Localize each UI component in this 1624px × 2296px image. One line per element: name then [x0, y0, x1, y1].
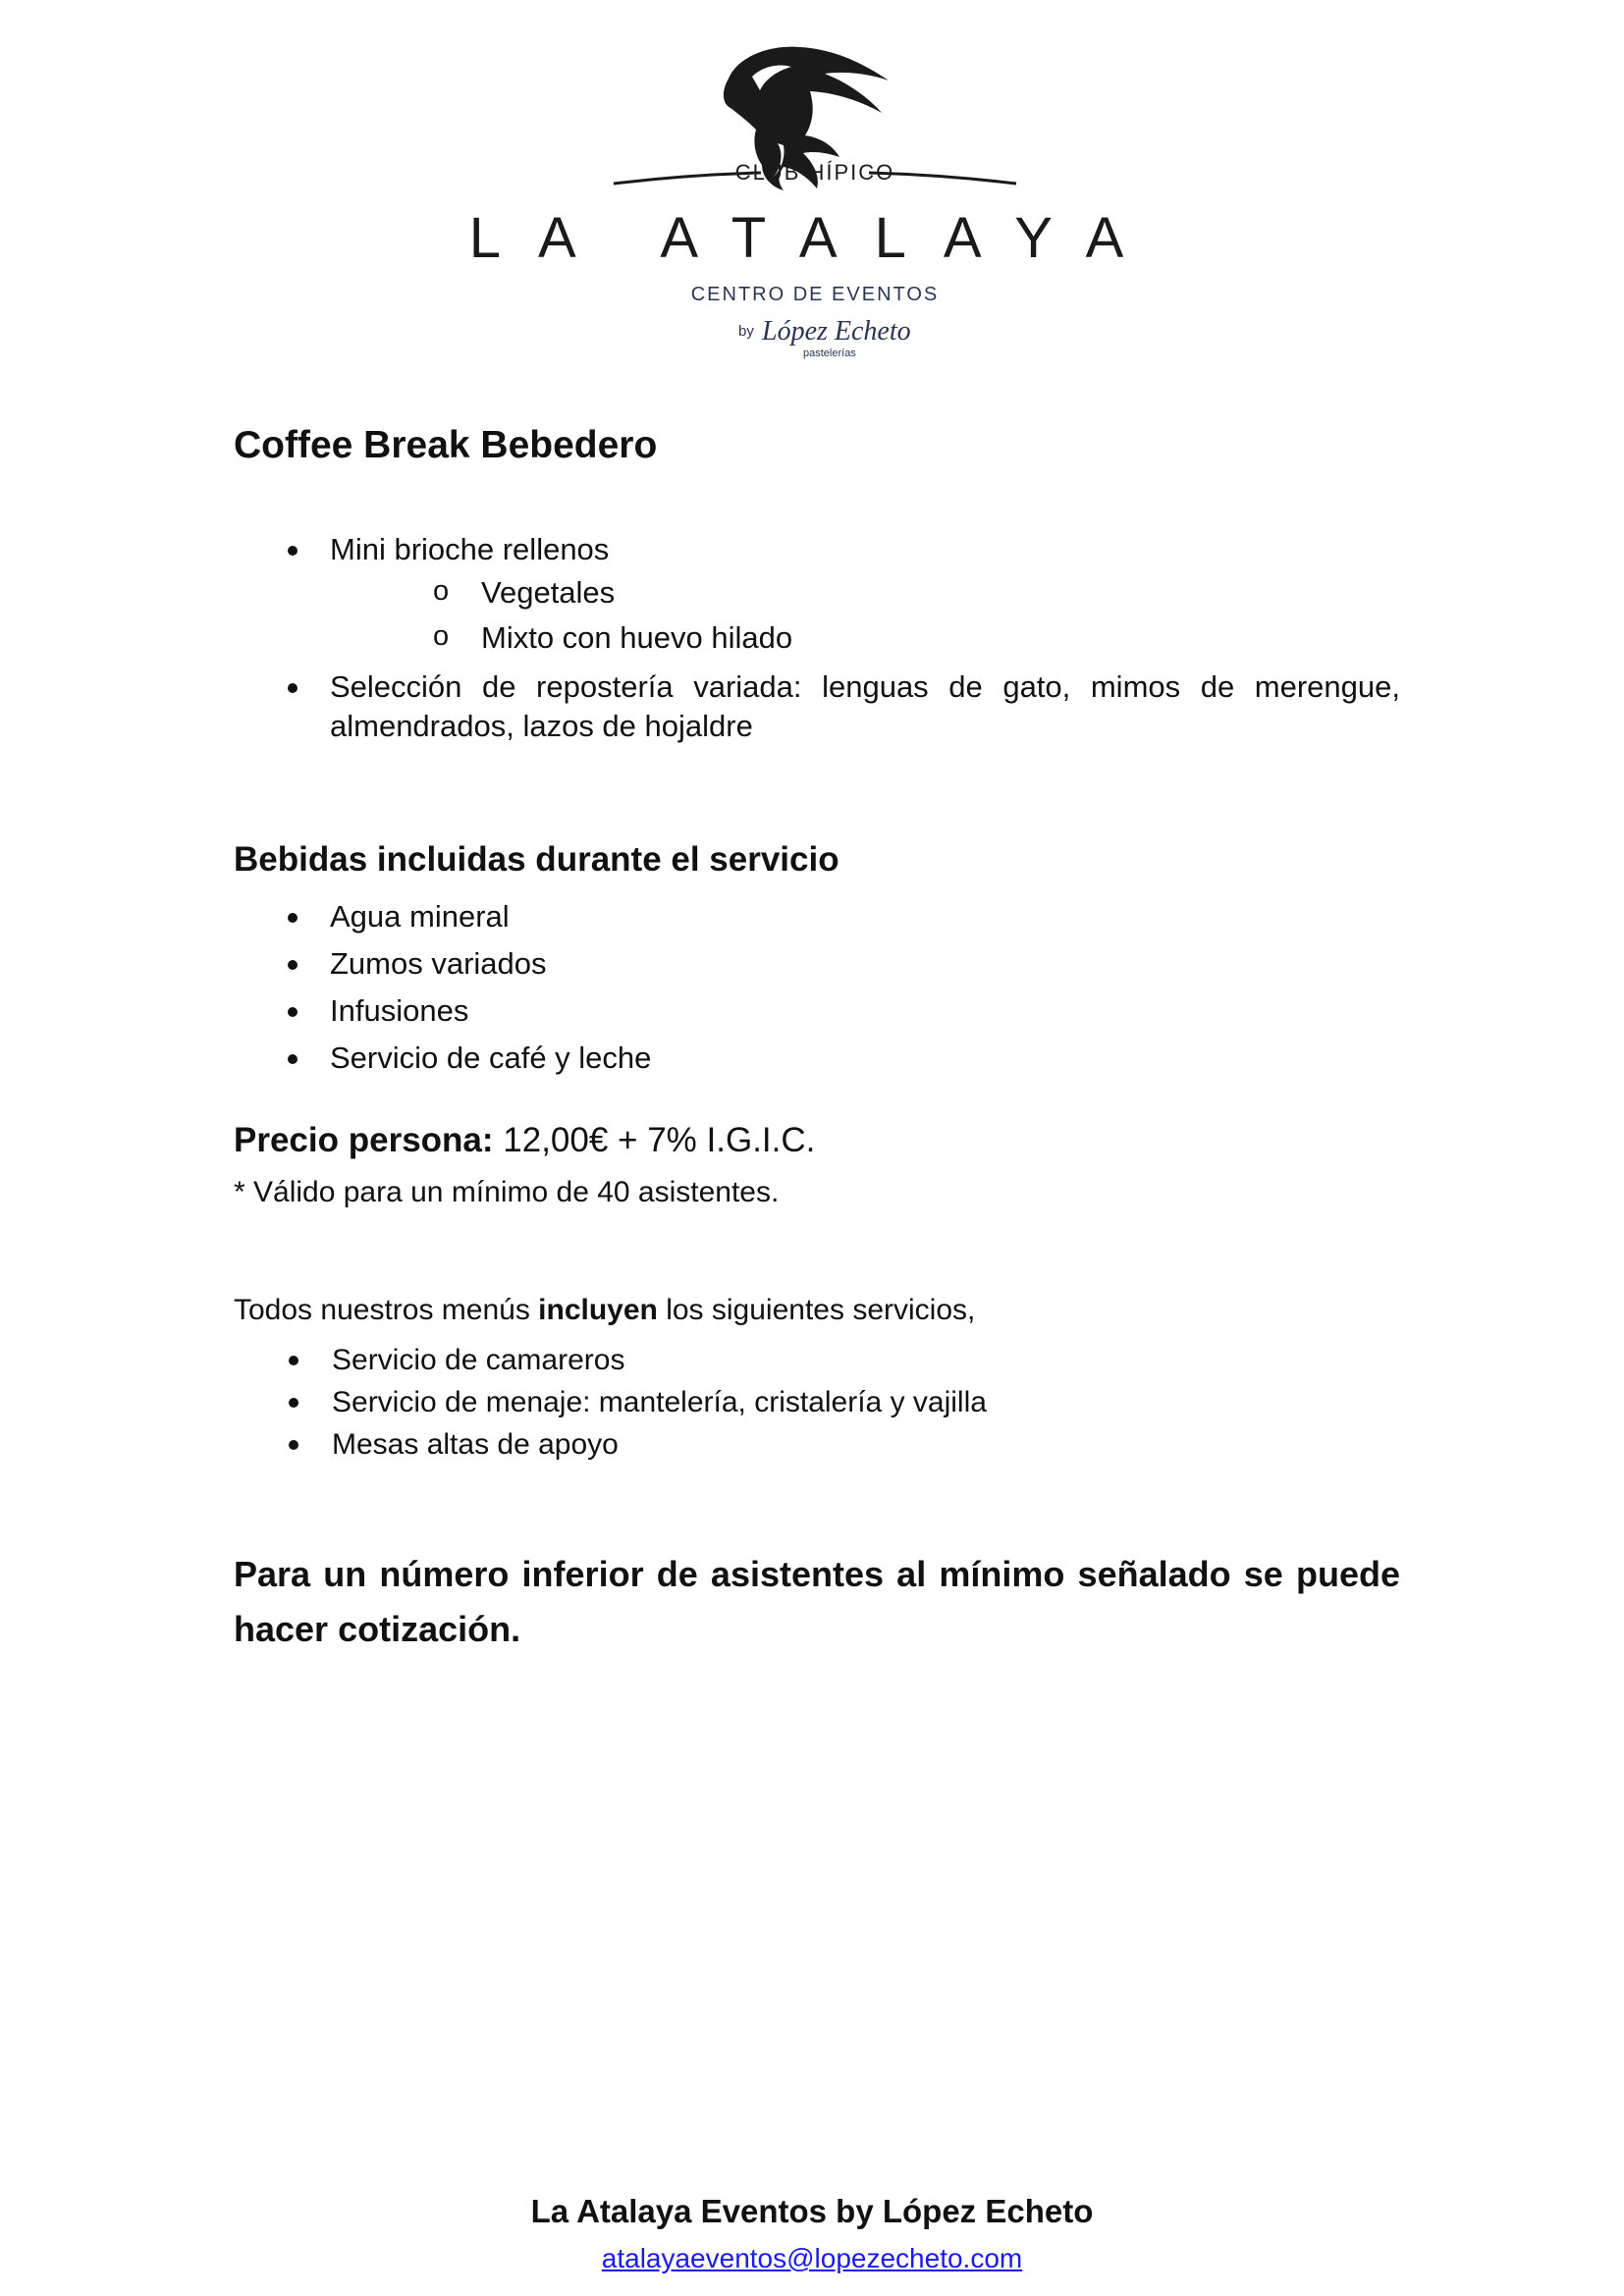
list-item — [234, 944, 1400, 984]
horse-logo-icon — [468, 20, 1162, 373]
bullet-icon — [289, 1356, 298, 1365]
bullet-icon — [288, 913, 298, 923]
service-item: Servicio de camareros — [332, 1344, 625, 1376]
drink-item: Zumos variados — [330, 946, 547, 981]
bullet-icon — [288, 546, 298, 556]
logo-brand-sub: pastelerías — [803, 347, 856, 359]
price-label: Precio persona: — [234, 1121, 494, 1159]
price-value: 12,00€ + 7% I.G.I.C. — [503, 1121, 816, 1159]
footer-company: La Atalaya Eventos by López Echeto — [530, 2193, 1094, 2229]
list-item — [234, 1339, 1400, 1381]
bullet-icon — [288, 683, 298, 693]
logo-centro: CENTRO DE EVENTOS — [690, 284, 940, 305]
circle-bullet-icon: o — [433, 575, 450, 607]
closing-statement: Para un número inferior de asistentes al mínimo señalado se puede hacer cotización. — [234, 1554, 1400, 1649]
bullet-icon — [289, 1440, 298, 1450]
logo-by: by — [738, 323, 754, 340]
sub-item-vegetales: Vegetales — [481, 575, 616, 610]
services-intro-pre: Todos nuestros menús — [234, 1294, 539, 1326]
drink-item: Infusiones — [330, 993, 469, 1028]
logo-club: CLUB HÍPICO — [734, 160, 895, 185]
bullet-icon — [289, 1398, 298, 1408]
circle-bullet-icon: o — [433, 620, 450, 652]
price-line — [234, 1121, 815, 1160]
footer-email-link[interactable]: atalayaeventos@lopezecheto.com — [601, 2243, 1023, 2273]
list-item — [234, 1423, 1400, 1466]
page-title: Coffee Break Bebedero — [234, 424, 658, 466]
bullet-icon — [288, 1054, 298, 1064]
list-item — [234, 897, 1400, 936]
menu-item-brioche: Mini brioche rellenos — [330, 532, 610, 566]
list-item — [234, 1381, 1400, 1423]
services-intro-bold: incluyen — [538, 1294, 658, 1326]
service-item: Servicio de menaje: mantelería, cristalería y vajilla — [332, 1386, 987, 1418]
menu-list — [234, 530, 1400, 569]
menu-item-reposteria: Selección de repostería variada: lenguas de gato, mimos de merengue, almendrados, lazos de hojaldre — [330, 669, 1400, 743]
bullet-icon — [288, 1007, 298, 1017]
sub-item-mixto: Mixto con huevo hilado — [481, 620, 793, 655]
service-item: Mesas altas de apoyo — [332, 1428, 619, 1461]
drinks-title: Bebidas incluidas durante el servicio — [234, 840, 839, 879]
logo-brand: López Echeto — [762, 316, 911, 347]
services-list — [234, 1339, 1400, 1466]
drink-item: Agua mineral — [330, 899, 510, 934]
services-intro — [234, 1294, 975, 1327]
list-item — [234, 1039, 1400, 1078]
price-note: * Válido para un mínimo de 40 asistentes. — [234, 1176, 780, 1208]
drink-item: Servicio de café y leche — [330, 1041, 652, 1075]
list-item — [234, 667, 1400, 746]
list-item — [234, 991, 1400, 1031]
menu-list-2 — [234, 667, 1400, 746]
logo-name: LA ATALAYA — [468, 206, 1162, 270]
services-intro-post: los siguientes servicios, — [657, 1294, 976, 1326]
list-item — [234, 530, 1400, 569]
club-logo — [468, 20, 1162, 373]
bullet-icon — [288, 960, 298, 970]
drinks-list — [234, 897, 1400, 1078]
footer-email-wrap — [0, 2243, 1624, 2274]
